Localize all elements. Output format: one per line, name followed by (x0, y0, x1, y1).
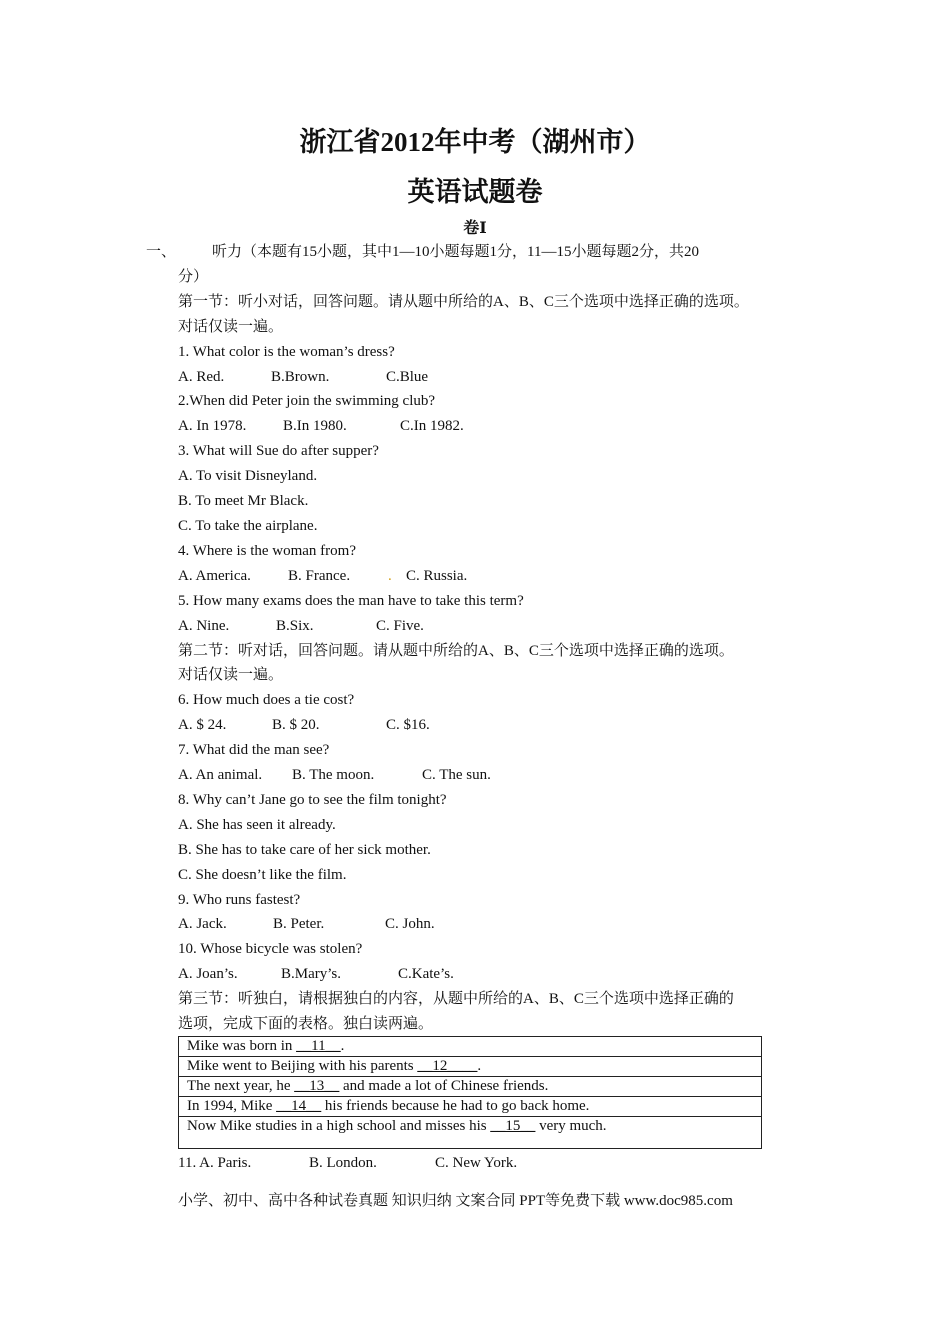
document-subtitle: 英语试题卷 (407, 177, 543, 207)
question-6: 6. How much does a tie cost? (178, 692, 355, 709)
answer-blank: __12____ (417, 1058, 478, 1074)
cell-text: his friends because he had to go back home. (321, 1098, 590, 1114)
question-6-options (178, 713, 828, 738)
table-row (179, 1117, 762, 1149)
cell-text: The next year, he (187, 1078, 295, 1094)
option-a: A. Joan’s. (178, 966, 238, 983)
option-c: C. Russia. (406, 567, 468, 584)
question-8-option-a: A. She has seen it already. (178, 816, 336, 833)
option-a: A. In 1978. (178, 418, 247, 435)
option-b: B. London. (309, 1155, 377, 1171)
question-1: 1. What color is the woman’s dress? (178, 343, 395, 360)
option-b: B.Six. (276, 617, 314, 634)
option-b: B. France. (288, 567, 351, 584)
part2-instruction: 第二节：听对话，回答问题。请从题中所给的A、B、C三个选项中选择正确的选项。 (178, 642, 734, 659)
table-cell (179, 1077, 762, 1097)
table-cell (179, 1037, 762, 1057)
cell-text: Mike went to Beijing with his parents (187, 1058, 418, 1074)
option-c: C. New York. (435, 1155, 518, 1171)
option-a: 11. A. Paris. (178, 1155, 252, 1171)
option-a: A. An animal. (178, 767, 263, 784)
question-2: 2.When did Peter join the swimming club? (178, 393, 436, 410)
question-7-options (178, 763, 828, 788)
part1-instruction: 第一节：听小对话，回答问题。请从题中所给的A、B、C三个选项中选择正确的选项。 (178, 293, 749, 310)
stray-mark: . (388, 567, 392, 584)
footer-text: 小学、初中、高中各种试卷真题 知识归纳 文案合同 PPT等免费下载 www.doc985.com (178, 1193, 733, 1209)
section-intro: 听力（本题有15小题，其中1—10小题每题1分，11—15小题每题2分，共20 (212, 244, 699, 260)
table-row (179, 1037, 762, 1057)
option-c: C.Blue (386, 368, 429, 385)
cell-text: In 1994, Mike (187, 1098, 277, 1114)
option-c: C. The sun. (422, 767, 491, 784)
option-c: C. Five. (376, 617, 424, 634)
fill-in-table (178, 1036, 762, 1149)
option-c: C.In 1982. (400, 418, 464, 435)
cell-text: and made a lot of Chinese friends. (339, 1078, 549, 1094)
question-11-options (178, 1151, 517, 1175)
option-c: C.Kate’s. (398, 966, 454, 983)
option-b: B. The moon. (292, 767, 375, 784)
question-5: 5. How many exams does the man have to take this term? (178, 592, 524, 609)
cell-text: Mike was born in (187, 1038, 297, 1054)
table-cell (179, 1117, 762, 1149)
question-3-option-b: B. To meet Mr Black. (178, 493, 309, 510)
cell-text: . (340, 1038, 345, 1054)
option-b: B.Mary’s. (281, 966, 341, 983)
option-a: A. America. (178, 567, 251, 584)
option-a: A. Nine. (178, 617, 230, 634)
option-b: B. $ 20. (272, 717, 320, 734)
option-c: C. $16. (386, 717, 430, 734)
question-3-option-a: A. To visit Disneyland. (178, 468, 318, 485)
part3-instruction: 第三节：听独白，请根据独白的内容，从题中所给的A、B、C三个选项中选择正确的 (178, 991, 734, 1008)
cell-text: Now Mike studies in a high school and misses his (187, 1118, 491, 1134)
question-9: 9. Who runs fastest? (178, 891, 301, 908)
question-1-options (178, 365, 828, 390)
question-8-option-b: B. She has to take care of her sick mother. (178, 841, 431, 858)
option-a: A. Red. (178, 368, 225, 385)
table-row (179, 1097, 762, 1117)
question-content (178, 240, 828, 1037)
question-4: 4. Where is the woman from? (178, 542, 357, 559)
question-3: 3. What will Sue do after supper? (178, 443, 379, 460)
question-5-options (178, 614, 828, 639)
answer-blank: __14__ (276, 1098, 322, 1114)
part1-instruction-cont: 对话仅读一遍。 (178, 318, 284, 335)
option-b: B. Peter. (273, 916, 325, 933)
volume-label: 卷Ⅰ (463, 220, 487, 237)
part3-instruction-cont: 选项，完成下面的表格。独白读两遍。 (178, 1016, 434, 1033)
option-b: B.In 1980. (283, 418, 347, 435)
table-cell (179, 1057, 762, 1077)
question-8: 8. Why can’t Jane go to see the film tonight? (178, 791, 447, 808)
question-2-options (178, 414, 828, 439)
table-cell (179, 1097, 762, 1117)
answer-blank: __15__ (490, 1118, 536, 1134)
table-row (179, 1077, 762, 1097)
cell-text: . (477, 1058, 482, 1074)
option-a: A. Jack. (178, 916, 227, 933)
question-8-option-c: C. She doesn’t like the film. (178, 866, 347, 883)
answer-blank: __13__ (294, 1078, 340, 1094)
question-10: 10. Whose bicycle was stolen? (178, 941, 363, 958)
document-title: 浙江省2012年中考（湖州市） (299, 127, 651, 157)
question-9-options (178, 912, 828, 937)
option-c: C. John. (385, 916, 435, 933)
section-intro-cont: 分） (178, 268, 209, 285)
question-7: 7. What did the man see? (178, 742, 330, 759)
part2-instruction-cont: 对话仅读一遍。 (178, 667, 284, 684)
question-3-option-c: C. To take the airplane. (178, 517, 318, 534)
option-a: A. $ 24. (178, 717, 227, 734)
table-row (179, 1057, 762, 1077)
question-4-options (178, 564, 828, 589)
option-b: B.Brown. (271, 368, 330, 385)
answer-blank: __11__ (296, 1038, 341, 1054)
question-10-options (178, 962, 828, 987)
cell-text: very much. (535, 1118, 607, 1134)
section-number: 一、 (146, 244, 177, 260)
